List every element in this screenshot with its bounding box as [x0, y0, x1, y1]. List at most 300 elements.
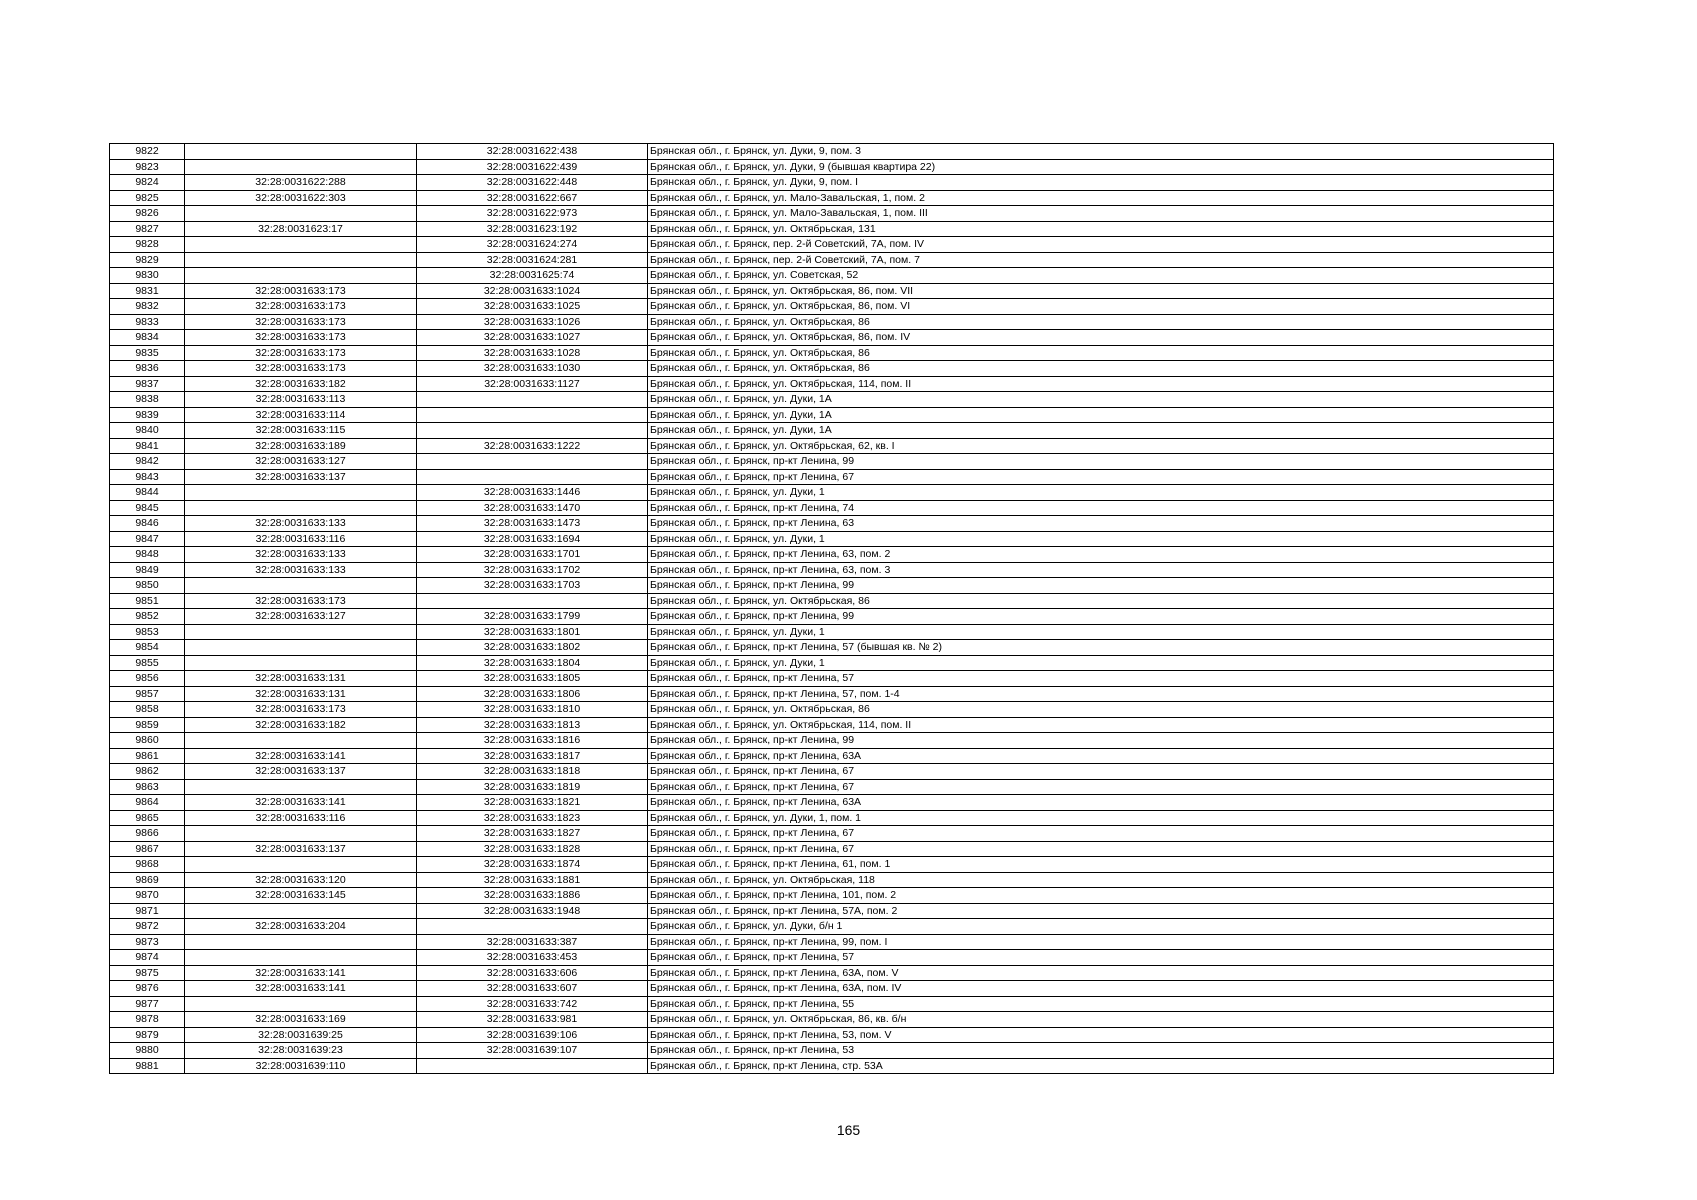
table-row: [110, 376, 1554, 392]
cadastral-number-cell: 32:28:0031633:1804: [417, 655, 648, 671]
parent-cadastral-number-cell: 32:28:0031633:173: [185, 299, 417, 315]
cadastral-number-cell: 32:28:0031633:1028: [417, 345, 648, 361]
table-row: [110, 748, 1554, 764]
address-cell: Брянская обл., г. Брянск, ул. Дуки, 1А: [648, 423, 1554, 439]
cadastral-number-cell: 32:28:0031624:281: [417, 252, 648, 268]
parent-cadastral-number-cell: 32:28:0031633:133: [185, 547, 417, 563]
table-row: [110, 841, 1554, 857]
address-cell: Брянская обл., г. Брянск, ул. Дуки, 1А: [648, 392, 1554, 408]
parent-cadastral-number-cell: 32:28:0031633:115: [185, 423, 417, 439]
parent-cadastral-number-cell: 32:28:0031633:120: [185, 872, 417, 888]
table-row: [110, 965, 1554, 981]
parent-cadastral-number-cell: 32:28:0031633:137: [185, 841, 417, 857]
row-number-cell: 9849: [110, 562, 185, 578]
address-cell: Брянская обл., г. Брянск, ул. Мало-Завальская, 1, пом. 2: [648, 190, 1554, 206]
address-cell: Брянская обл., г. Брянск, ул. Октябрьская, 86: [648, 702, 1554, 718]
registry-table-body: [110, 144, 1554, 1074]
parent-cadastral-number-cell: [185, 733, 417, 749]
table-row: [110, 562, 1554, 578]
row-number-cell: 9864: [110, 795, 185, 811]
row-number-cell: 9822: [110, 144, 185, 160]
parent-cadastral-number-cell: [185, 252, 417, 268]
cadastral-number-cell: 32:28:0031633:981: [417, 1012, 648, 1028]
address-cell: Брянская обл., г. Брянск, пр-кт Ленина, 67: [648, 764, 1554, 780]
parent-cadastral-number-cell: [185, 950, 417, 966]
parent-cadastral-number-cell: 32:28:0031633:131: [185, 686, 417, 702]
address-cell: Брянская обл., г. Брянск, пр-кт Ленина, 55: [648, 996, 1554, 1012]
cadastral-number-cell: 32:28:0031633:1024: [417, 283, 648, 299]
address-cell: Брянская обл., г. Брянск, пер. 2-й Советский, 7А, пом. 7: [648, 252, 1554, 268]
row-number-cell: 9830: [110, 268, 185, 284]
parent-cadastral-number-cell: [185, 640, 417, 656]
parent-cadastral-number-cell: 32:28:0031633:204: [185, 919, 417, 935]
address-cell: Брянская обл., г. Брянск, пр-кт Ленина, 63А: [648, 748, 1554, 764]
address-cell: Брянская обл., г. Брянск, пр-кт Ленина, 57: [648, 950, 1554, 966]
cadastral-number-cell: 32:28:0031623:192: [417, 221, 648, 237]
parent-cadastral-number-cell: [185, 826, 417, 842]
address-cell: Брянская обл., г. Брянск, пр-кт Ленина, 99: [648, 609, 1554, 625]
parent-cadastral-number-cell: [185, 655, 417, 671]
table-row: [110, 345, 1554, 361]
parent-cadastral-number-cell: [185, 144, 417, 160]
table-row: [110, 500, 1554, 516]
row-number-cell: 9837: [110, 376, 185, 392]
address-cell: Брянская обл., г. Брянск, пр-кт Ленина, 57 (бывшая кв. № 2): [648, 640, 1554, 656]
address-cell: Брянская обл., г. Брянск, ул. Мало-Завальская, 1, пом. III: [648, 206, 1554, 222]
parent-cadastral-number-cell: 32:28:0031633:173: [185, 330, 417, 346]
table-row: [110, 268, 1554, 284]
cadastral-number-cell: 32:28:0031622:448: [417, 175, 648, 191]
parent-cadastral-number-cell: [185, 857, 417, 873]
parent-cadastral-number-cell: 32:28:0031633:173: [185, 283, 417, 299]
table-row: [110, 1058, 1554, 1074]
address-cell: Брянская обл., г. Брянск, пр-кт Ленина, 63: [648, 516, 1554, 532]
row-number-cell: 9873: [110, 934, 185, 950]
row-number-cell: 9860: [110, 733, 185, 749]
cadastral-number-cell: [417, 454, 648, 470]
address-cell: Брянская обл., г. Брянск, ул. Дуки, 9 (бывшая квартира 22): [648, 159, 1554, 175]
parent-cadastral-number-cell: 32:28:0031633:182: [185, 717, 417, 733]
address-cell: Брянская обл., г. Брянск, пр-кт Ленина, 67: [648, 826, 1554, 842]
address-cell: Брянская обл., г. Брянск, ул. Дуки, 1: [648, 655, 1554, 671]
address-cell: Брянская обл., г. Брянск, пр-кт Ленина, 99: [648, 454, 1554, 470]
cadastral-number-cell: [417, 593, 648, 609]
parent-cadastral-number-cell: 32:28:0031633:127: [185, 454, 417, 470]
row-number-cell: 9824: [110, 175, 185, 191]
parent-cadastral-number-cell: 32:28:0031622:288: [185, 175, 417, 191]
row-number-cell: 9843: [110, 469, 185, 485]
table-row: [110, 392, 1554, 408]
address-cell: Брянская обл., г. Брянск, пр-кт Ленина, 63А, пом. V: [648, 965, 1554, 981]
cadastral-number-cell: 32:28:0031633:1948: [417, 903, 648, 919]
address-cell: Брянская обл., г. Брянск, ул. Октябрьская, 86: [648, 314, 1554, 330]
parent-cadastral-number-cell: [185, 624, 417, 640]
address-cell: Брянская обл., г. Брянск, пр-кт Ленина, 57, пом. 1-4: [648, 686, 1554, 702]
parent-cadastral-number-cell: 32:28:0031633:141: [185, 965, 417, 981]
table-row: [110, 903, 1554, 919]
parent-cadastral-number-cell: [185, 903, 417, 919]
address-cell: Брянская обл., г. Брянск, пр-кт Ленина, 67: [648, 469, 1554, 485]
cadastral-number-cell: 32:28:0031633:607: [417, 981, 648, 997]
address-cell: Брянская обл., г. Брянск, ул. Дуки, 1, пом. 1: [648, 810, 1554, 826]
parent-cadastral-number-cell: 32:28:0031633:182: [185, 376, 417, 392]
row-number-cell: 9852: [110, 609, 185, 625]
parent-cadastral-number-cell: 32:28:0031623:17: [185, 221, 417, 237]
address-cell: Брянская обл., г. Брянск, ул. Дуки, 9, пом. I: [648, 175, 1554, 191]
parent-cadastral-number-cell: 32:28:0031633:137: [185, 469, 417, 485]
row-number-cell: 9850: [110, 578, 185, 594]
cadastral-number-cell: 32:28:0031624:274: [417, 237, 648, 253]
cadastral-number-cell: 32:28:0031633:1470: [417, 500, 648, 516]
address-cell: Брянская обл., г. Брянск, ул. Октябрьская, 86, пом. VI: [648, 299, 1554, 315]
parent-cadastral-number-cell: 32:28:0031633:141: [185, 795, 417, 811]
row-number-cell: 9874: [110, 950, 185, 966]
table-row: [110, 407, 1554, 423]
row-number-cell: 9871: [110, 903, 185, 919]
address-cell: Брянская обл., г. Брянск, ул. Октябрьская, 86: [648, 345, 1554, 361]
row-number-cell: 9872: [110, 919, 185, 935]
row-number-cell: 9880: [110, 1043, 185, 1059]
address-cell: Брянская обл., г. Брянск, ул. Октябрьская, 86: [648, 361, 1554, 377]
row-number-cell: 9827: [110, 221, 185, 237]
address-cell: Брянская обл., г. Брянск, ул. Дуки, 1: [648, 531, 1554, 547]
row-number-cell: 9851: [110, 593, 185, 609]
table-row: [110, 159, 1554, 175]
cadastral-number-cell: 32:28:0031633:1816: [417, 733, 648, 749]
parent-cadastral-number-cell: 32:28:0031633:173: [185, 702, 417, 718]
parent-cadastral-number-cell: [185, 159, 417, 175]
table-row: [110, 283, 1554, 299]
cadastral-number-cell: 32:28:0031633:1823: [417, 810, 648, 826]
parent-cadastral-number-cell: [185, 268, 417, 284]
table-row: [110, 144, 1554, 160]
cadastral-number-cell: 32:28:0031639:106: [417, 1027, 648, 1043]
parent-cadastral-number-cell: [185, 934, 417, 950]
row-number-cell: 9869: [110, 872, 185, 888]
row-number-cell: 9838: [110, 392, 185, 408]
address-cell: Брянская обл., г. Брянск, ул. Октябрьская, 86, пом. IV: [648, 330, 1554, 346]
row-number-cell: 9853: [110, 624, 185, 640]
address-cell: Брянская обл., г. Брянск, ул. Октябрьская, 118: [648, 872, 1554, 888]
row-number-cell: 9836: [110, 361, 185, 377]
cadastral-number-cell: 32:28:0031633:1805: [417, 671, 648, 687]
table-row: [110, 314, 1554, 330]
cadastral-number-cell: 32:28:0031633:1446: [417, 485, 648, 501]
row-number-cell: 9878: [110, 1012, 185, 1028]
table-row: [110, 950, 1554, 966]
address-cell: Брянская обл., г. Брянск, ул. Октябрьская, 86: [648, 593, 1554, 609]
cadastral-number-cell: 32:28:0031622:667: [417, 190, 648, 206]
parent-cadastral-number-cell: [185, 996, 417, 1012]
row-number-cell: 9868: [110, 857, 185, 873]
cadastral-number-cell: 32:28:0031633:742: [417, 996, 648, 1012]
row-number-cell: 9845: [110, 500, 185, 516]
cadastral-number-cell: 32:28:0031633:1818: [417, 764, 648, 780]
address-cell: Брянская обл., г. Брянск, ул. Октябрьская, 131: [648, 221, 1554, 237]
row-number-cell: 9848: [110, 547, 185, 563]
table-row: [110, 810, 1554, 826]
address-cell: Брянская обл., г. Брянск, пер. 2-й Советский, 7А, пом. IV: [648, 237, 1554, 253]
parent-cadastral-number-cell: 32:28:0031639:25: [185, 1027, 417, 1043]
address-cell: Брянская обл., г. Брянск, пр-кт Ленина, 99, пом. I: [648, 934, 1554, 950]
table-row: [110, 686, 1554, 702]
cadastral-number-cell: 32:28:0031633:1703: [417, 578, 648, 594]
table-row: [110, 888, 1554, 904]
parent-cadastral-number-cell: 32:28:0031633:133: [185, 516, 417, 532]
row-number-cell: 9866: [110, 826, 185, 842]
cadastral-number-cell: 32:28:0031633:1026: [417, 314, 648, 330]
table-row: [110, 779, 1554, 795]
address-cell: Брянская обл., г. Брянск, пр-кт Ленина, 61, пом. 1: [648, 857, 1554, 873]
table-row: [110, 593, 1554, 609]
row-number-cell: 9823: [110, 159, 185, 175]
table-row: [110, 361, 1554, 377]
address-cell: Брянская обл., г. Брянск, пр-кт Ленина, 99: [648, 733, 1554, 749]
cadastral-number-cell: 32:28:0031633:1027: [417, 330, 648, 346]
row-number-cell: 9833: [110, 314, 185, 330]
table-row: [110, 175, 1554, 191]
address-cell: Брянская обл., г. Брянск, ул. Дуки, 9, пом. 3: [648, 144, 1554, 160]
cadastral-number-cell: 32:28:0031633:1881: [417, 872, 648, 888]
row-number-cell: 9841: [110, 438, 185, 454]
cadastral-number-cell: 32:28:0031633:1025: [417, 299, 648, 315]
cadastral-number-cell: [417, 469, 648, 485]
table-row: [110, 190, 1554, 206]
address-cell: Брянская обл., г. Брянск, ул. Дуки, б/н 1: [648, 919, 1554, 935]
table-row: [110, 872, 1554, 888]
cadastral-number-cell: 32:28:0031633:1813: [417, 717, 648, 733]
table-row: [110, 469, 1554, 485]
cadastral-number-cell: 32:28:0031622:438: [417, 144, 648, 160]
table-row: [110, 1027, 1554, 1043]
table-row: [110, 826, 1554, 842]
address-cell: Брянская обл., г. Брянск, ул. Дуки, 1: [648, 624, 1554, 640]
cadastral-number-cell: 32:28:0031633:387: [417, 934, 648, 950]
parent-cadastral-number-cell: [185, 206, 417, 222]
row-number-cell: 9881: [110, 1058, 185, 1074]
cadastral-number-cell: 32:28:0031633:1810: [417, 702, 648, 718]
cadastral-number-cell: [417, 1058, 648, 1074]
parent-cadastral-number-cell: 32:28:0031633:141: [185, 748, 417, 764]
parent-cadastral-number-cell: 32:28:0031633:169: [185, 1012, 417, 1028]
cadastral-number-cell: 32:28:0031633:1799: [417, 609, 648, 625]
table-row: [110, 438, 1554, 454]
table-row: [110, 640, 1554, 656]
row-number-cell: 9840: [110, 423, 185, 439]
table-row: [110, 857, 1554, 873]
table-row: [110, 531, 1554, 547]
parent-cadastral-number-cell: 32:28:0031633:141: [185, 981, 417, 997]
row-number-cell: 9856: [110, 671, 185, 687]
parent-cadastral-number-cell: 32:28:0031633:173: [185, 345, 417, 361]
row-number-cell: 9876: [110, 981, 185, 997]
cadastral-number-cell: 32:28:0031633:606: [417, 965, 648, 981]
cadastral-number-cell: 32:28:0031639:107: [417, 1043, 648, 1059]
row-number-cell: 9842: [110, 454, 185, 470]
table-row: [110, 624, 1554, 640]
address-cell: Брянская обл., г. Брянск, пр-кт Ленина, 53, пом. V: [648, 1027, 1554, 1043]
table-row: [110, 330, 1554, 346]
row-number-cell: 9858: [110, 702, 185, 718]
cadastral-number-cell: 32:28:0031633:1806: [417, 686, 648, 702]
table-row: [110, 702, 1554, 718]
cadastral-number-cell: 32:28:0031622:439: [417, 159, 648, 175]
row-number-cell: 9857: [110, 686, 185, 702]
cadastral-number-cell: 32:28:0031633:1701: [417, 547, 648, 563]
cadastral-number-cell: 32:28:0031633:1821: [417, 795, 648, 811]
table-row: [110, 516, 1554, 532]
row-number-cell: 9859: [110, 717, 185, 733]
table-row: [110, 237, 1554, 253]
cadastral-number-cell: 32:28:0031633:1819: [417, 779, 648, 795]
parent-cadastral-number-cell: 32:28:0031633:145: [185, 888, 417, 904]
row-number-cell: 9854: [110, 640, 185, 656]
cadastral-number-cell: [417, 407, 648, 423]
table-row: [110, 1012, 1554, 1028]
address-cell: Брянская обл., г. Брянск, пр-кт Ленина, 63, пом. 3: [648, 562, 1554, 578]
page-number: 165: [836, 1122, 861, 1138]
address-cell: Брянская обл., г. Брянск, пр-кт Ленина, 101, пом. 2: [648, 888, 1554, 904]
row-number-cell: 9847: [110, 531, 185, 547]
address-cell: Брянская обл., г. Брянск, ул. Октябрьская, 114, пом. II: [648, 717, 1554, 733]
table-row: [110, 919, 1554, 935]
cadastral-number-cell: 32:28:0031633:453: [417, 950, 648, 966]
row-number-cell: 9870: [110, 888, 185, 904]
row-number-cell: 9834: [110, 330, 185, 346]
address-cell: Брянская обл., г. Брянск, ул. Дуки, 1А: [648, 407, 1554, 423]
cadastral-number-cell: 32:28:0031633:1827: [417, 826, 648, 842]
cadastral-number-cell: 32:28:0031633:1886: [417, 888, 648, 904]
table-row: [110, 547, 1554, 563]
table-row: [110, 764, 1554, 780]
address-cell: Брянская обл., г. Брянск, ул. Октябрьская, 86, пом. VII: [648, 283, 1554, 299]
address-cell: Брянская обл., г. Брянск, пр-кт Ленина, 57А, пом. 2: [648, 903, 1554, 919]
table-row: [110, 655, 1554, 671]
row-number-cell: 9829: [110, 252, 185, 268]
parent-cadastral-number-cell: 32:28:0031633:131: [185, 671, 417, 687]
table-row: [110, 717, 1554, 733]
property-registry-table: [109, 143, 1554, 1074]
row-number-cell: 9867: [110, 841, 185, 857]
table-row: [110, 206, 1554, 222]
cadastral-number-cell: 32:28:0031633:1127: [417, 376, 648, 392]
table-row: [110, 981, 1554, 997]
parent-cadastral-number-cell: 32:28:0031633:114: [185, 407, 417, 423]
parent-cadastral-number-cell: [185, 578, 417, 594]
cadastral-number-cell: 32:28:0031633:1222: [417, 438, 648, 454]
table-row: [110, 299, 1554, 315]
row-number-cell: 9865: [110, 810, 185, 826]
row-number-cell: 9844: [110, 485, 185, 501]
cadastral-number-cell: 32:28:0031633:1802: [417, 640, 648, 656]
parent-cadastral-number-cell: 32:28:0031622:303: [185, 190, 417, 206]
cadastral-number-cell: 32:28:0031633:1817: [417, 748, 648, 764]
row-number-cell: 9846: [110, 516, 185, 532]
parent-cadastral-number-cell: [185, 500, 417, 516]
cadastral-number-cell: [417, 919, 648, 935]
parent-cadastral-number-cell: 32:28:0031633:137: [185, 764, 417, 780]
address-cell: Брянская обл., г. Брянск, ул. Советская, 52: [648, 268, 1554, 284]
address-cell: Брянская обл., г. Брянск, пр-кт Ленина, 57: [648, 671, 1554, 687]
cadastral-number-cell: [417, 392, 648, 408]
row-number-cell: 9839: [110, 407, 185, 423]
cadastral-number-cell: 32:28:0031633:1694: [417, 531, 648, 547]
row-number-cell: 9861: [110, 748, 185, 764]
row-number-cell: 9875: [110, 965, 185, 981]
address-cell: Брянская обл., г. Брянск, пр-кт Ленина, 63А: [648, 795, 1554, 811]
cadastral-number-cell: 32:28:0031633:1702: [417, 562, 648, 578]
parent-cadastral-number-cell: [185, 485, 417, 501]
parent-cadastral-number-cell: [185, 237, 417, 253]
row-number-cell: 9826: [110, 206, 185, 222]
parent-cadastral-number-cell: 32:28:0031633:173: [185, 361, 417, 377]
table-row: [110, 454, 1554, 470]
address-cell: Брянская обл., г. Брянск, пр-кт Ленина, 67: [648, 841, 1554, 857]
address-cell: Брянская обл., г. Брянск, пр-кт Ленина, 99: [648, 578, 1554, 594]
table-row: [110, 609, 1554, 625]
address-cell: Брянская обл., г. Брянск, пр-кт Ленина, 67: [648, 779, 1554, 795]
row-number-cell: 9877: [110, 996, 185, 1012]
table-row: [110, 996, 1554, 1012]
table-row: [110, 934, 1554, 950]
table-row: [110, 795, 1554, 811]
table-row: [110, 252, 1554, 268]
address-cell: Брянская обл., г. Брянск, пр-кт Ленина, 63А, пом. IV: [648, 981, 1554, 997]
parent-cadastral-number-cell: 32:28:0031639:23: [185, 1043, 417, 1059]
parent-cadastral-number-cell: 32:28:0031633:173: [185, 593, 417, 609]
table-row: [110, 578, 1554, 594]
parent-cadastral-number-cell: 32:28:0031633:133: [185, 562, 417, 578]
row-number-cell: 9863: [110, 779, 185, 795]
parent-cadastral-number-cell: 32:28:0031633:189: [185, 438, 417, 454]
cadastral-number-cell: 32:28:0031625:74: [417, 268, 648, 284]
row-number-cell: 9825: [110, 190, 185, 206]
address-cell: Брянская обл., г. Брянск, ул. Октябрьская, 62, кв. I: [648, 438, 1554, 454]
address-cell: Брянская обл., г. Брянск, пр-кт Ленина, 63, пом. 2: [648, 547, 1554, 563]
parent-cadastral-number-cell: [185, 779, 417, 795]
cadastral-number-cell: 32:28:0031633:1801: [417, 624, 648, 640]
table-row: [110, 485, 1554, 501]
row-number-cell: 9831: [110, 283, 185, 299]
table-row: [110, 671, 1554, 687]
row-number-cell: 9828: [110, 237, 185, 253]
row-number-cell: 9855: [110, 655, 185, 671]
address-cell: Брянская обл., г. Брянск, ул. Октябрьская, 114, пом. II: [648, 376, 1554, 392]
parent-cadastral-number-cell: 32:28:0031639:110: [185, 1058, 417, 1074]
cadastral-number-cell: 32:28:0031633:1874: [417, 857, 648, 873]
parent-cadastral-number-cell: 32:28:0031633:127: [185, 609, 417, 625]
row-number-cell: 9835: [110, 345, 185, 361]
parent-cadastral-number-cell: 32:28:0031633:173: [185, 314, 417, 330]
address-cell: Брянская обл., г. Брянск, пр-кт Ленина, 74: [648, 500, 1554, 516]
cadastral-number-cell: 32:28:0031622:973: [417, 206, 648, 222]
row-number-cell: 9832: [110, 299, 185, 315]
cadastral-number-cell: [417, 423, 648, 439]
parent-cadastral-number-cell: 32:28:0031633:116: [185, 810, 417, 826]
row-number-cell: 9879: [110, 1027, 185, 1043]
parent-cadastral-number-cell: 32:28:0031633:116: [185, 531, 417, 547]
table-row: [110, 1043, 1554, 1059]
cadastral-number-cell: 32:28:0031633:1030: [417, 361, 648, 377]
cadastral-number-cell: 32:28:0031633:1473: [417, 516, 648, 532]
cadastral-number-cell: 32:28:0031633:1828: [417, 841, 648, 857]
table-row: [110, 423, 1554, 439]
address-cell: Брянская обл., г. Брянск, ул. Дуки, 1: [648, 485, 1554, 501]
table-row: [110, 221, 1554, 237]
table-row: [110, 733, 1554, 749]
address-cell: Брянская обл., г. Брянск, ул. Октябрьская, 86, кв. б/н: [648, 1012, 1554, 1028]
address-cell: Брянская обл., г. Брянск, пр-кт Ленина, 53: [648, 1043, 1554, 1059]
